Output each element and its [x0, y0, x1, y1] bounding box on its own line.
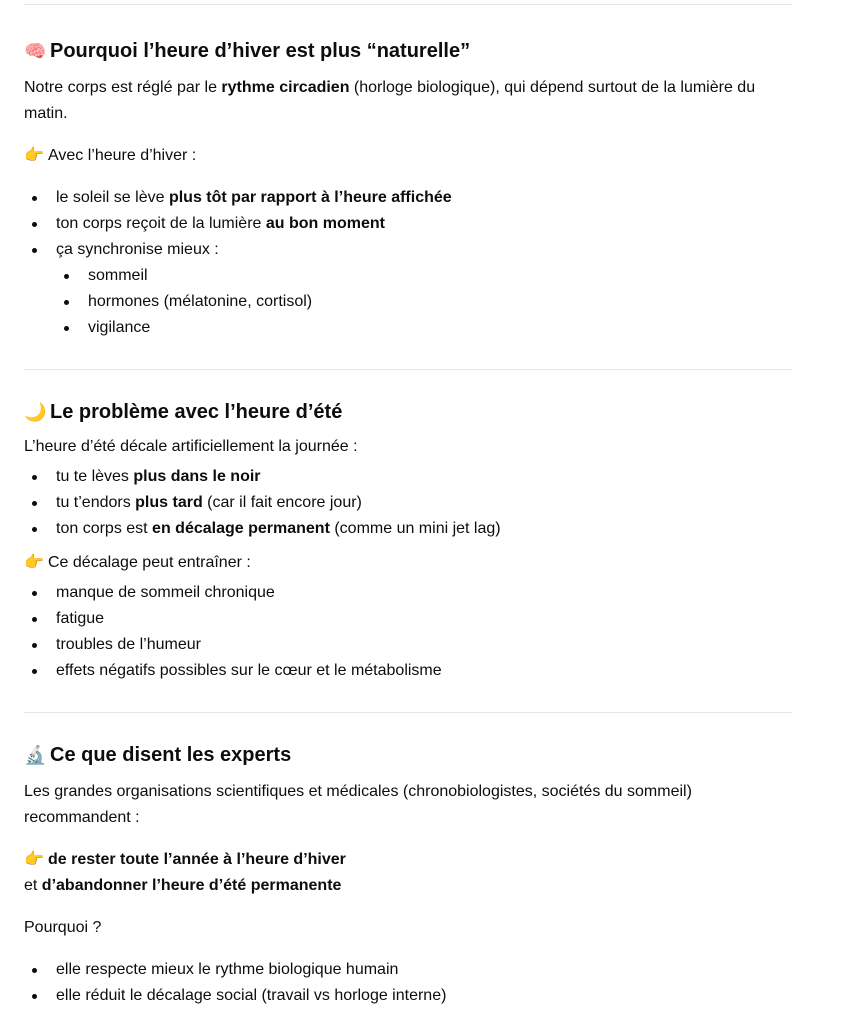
message-content: [24, 0, 792, 1009]
bullet-list: [24, 464, 792, 542]
paragraph: Notre corps est réglé par le rythme circadien (horloge biologique), qui dépend surtout de la lumière du matin.: [24, 79, 756, 122]
list-item: manque de sommeil chronique: [56, 580, 792, 606]
microscope-icon: 🔬: [24, 745, 47, 765]
bullet-list: [24, 957, 792, 1009]
list-item: hormones (mélatonine, cortisol): [88, 289, 792, 315]
list-item: elle réduit le décalage social (travail vs horloge interne): [56, 983, 792, 1009]
section-title: Ce que disent les experts: [50, 744, 292, 766]
pointing-hand-icon: 👉: [24, 851, 44, 868]
divider: [24, 712, 792, 713]
section-heading: [24, 741, 792, 769]
brain-icon: 🧠: [24, 41, 47, 61]
section-title: Pourquoi l’heure d’hiver est plus “naturelle”: [50, 40, 471, 62]
paragraph: Les grandes organisations scientifiques et médicales (chronobiologistes, sociétés du sommeil) recommandent :: [24, 783, 692, 826]
bullet-list: [24, 580, 792, 684]
list-item: ça synchronise mieux : sommeil hormones (mélatonine, cortisol) vigilance: [56, 237, 792, 341]
list-item: ton corps est en décalage permanent (comme un mini jet lag): [56, 516, 792, 542]
list-item: tu t’endors plus tard (car il fait encore jour): [56, 490, 792, 516]
pointing-hand-icon: 👉: [24, 147, 44, 164]
list-item: effets négatifs possibles sur le cœur et le métabolisme: [56, 658, 792, 684]
section-title: Le problème avec l’heure d’été: [50, 401, 343, 423]
pointing-hand-icon: 👉: [24, 554, 44, 571]
list-item: fatigue: [56, 606, 792, 632]
list-item: ton corps reçoit de la lumière au bon moment: [56, 211, 792, 237]
pointer-paragraph: 👉 Avec l’heure d’hiver :: [24, 143, 792, 169]
nested-list: [56, 263, 792, 341]
section-heading: [24, 37, 792, 65]
divider: [24, 369, 792, 370]
list-item: tu te lèves plus dans le noir: [56, 464, 792, 490]
bullet-list: [24, 185, 792, 341]
list-item: troubles de l’humeur: [56, 632, 792, 658]
paragraph: Pourquoi ?: [24, 919, 102, 936]
list-item: vigilance: [88, 315, 792, 341]
moon-icon: 🌙: [24, 402, 47, 422]
list-item: le soleil se lève plus tôt par rapport à l’heure affichée: [56, 185, 792, 211]
recommendation: 👉 de rester toute l’année à l’heure d’hiver et d’abandonner l’heure d’été permanente: [24, 847, 792, 899]
section-heading: [24, 398, 792, 426]
list-item: sommeil: [88, 263, 792, 289]
divider: [24, 4, 792, 5]
pointer-paragraph: 👉 Ce décalage peut entraîner :: [24, 550, 792, 576]
paragraph: L’heure d’été décale artificiellement la journée :: [24, 438, 358, 455]
list-item: elle respecte mieux le rythme biologique humain: [56, 957, 792, 983]
